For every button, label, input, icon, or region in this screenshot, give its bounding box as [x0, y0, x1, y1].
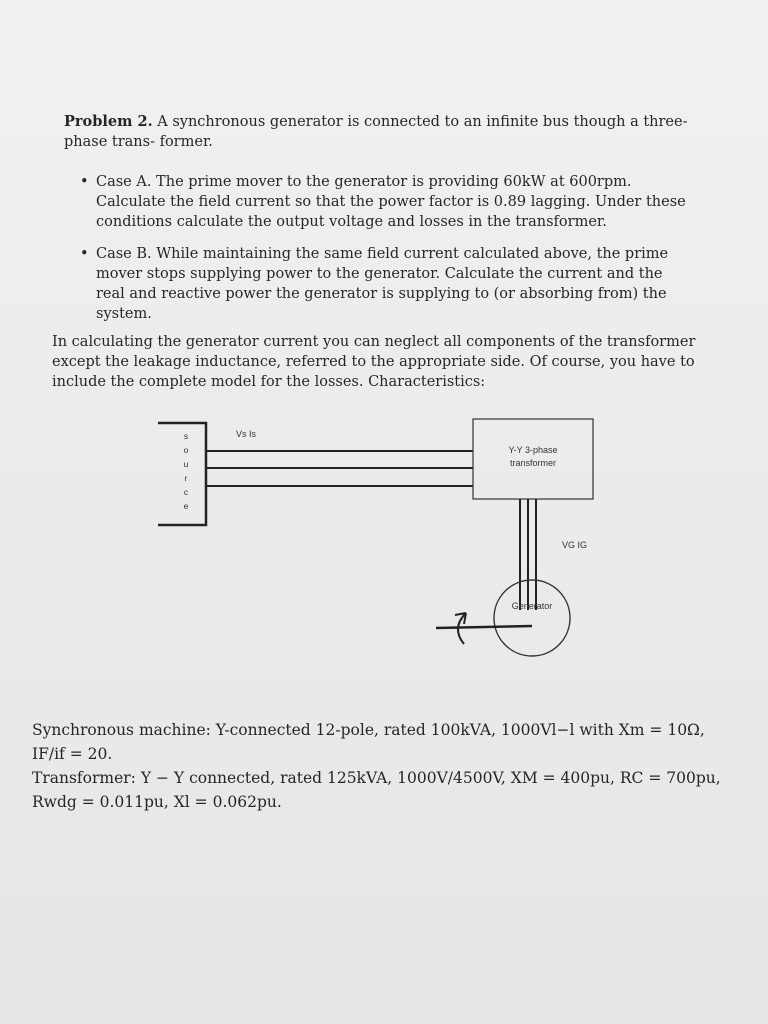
source-bracket [158, 423, 206, 525]
source-letter: r [184, 473, 188, 483]
source-letter: c [183, 487, 189, 497]
prime-mover-shaft [436, 626, 532, 628]
problem-intro: A synchronous generator is connected to an infinite bus though a three-phase trans- former. [64, 114, 688, 150]
transformer-label-line1: Y-Y 3-phase [508, 445, 558, 455]
vs-is-label: Vs Is [236, 429, 257, 439]
transformer-spec-line1: Transformer: Y − Y connected, rated 125kVA, 1000V/4500V, XM = 400pu, RC = 700pu, [32, 769, 721, 787]
generator-label: Generator [511, 601, 553, 611]
source-letter: o [183, 445, 189, 455]
case-a: • Case A. The prime mover to the generator is providing 60kW at 600rpm. Calculate the field current so that the power factor is 0.89 lagging. Under these conditions calculate the output voltage and losses in the transformer. [80, 172, 690, 232]
source-label [184, 431, 189, 511]
circuit-diagram [150, 415, 600, 670]
source-letter: s [183, 431, 189, 441]
transformer-label-line2: transformer [509, 458, 557, 468]
case-list [80, 172, 690, 336]
source-letter: u [183, 459, 189, 469]
vg-ig-label: VG IG [562, 540, 588, 550]
characteristics [32, 718, 732, 814]
generator-circle [494, 580, 570, 656]
case-b: • Case B. While maintaining the same field current calculated above, the prime mover stops supplying power to the generator. Calculate the current and the real and reactive power the generator is supplying to (or absorbing from) the system. [80, 244, 690, 324]
note-paragraph: In calculating the generator current you can neglect all components of the transformer except the leakage inductance, referred to the appropriate side. Of course, you have to include the complete model for the losses. Characteristics: [52, 334, 696, 390]
machine-spec: Synchronous machine: Y-connected 12-pole, rated 100kVA, 1000Vl−l with Xm = 10Ω, IF/if = 20. [32, 721, 705, 763]
transformer-spec-line2: Rwdg = 0.011pu, Xl = 0.062pu. [32, 793, 282, 811]
source-letter: e [183, 501, 189, 511]
problem-paragraph [64, 112, 694, 152]
problem-heading: Problem 2. [64, 113, 153, 130]
